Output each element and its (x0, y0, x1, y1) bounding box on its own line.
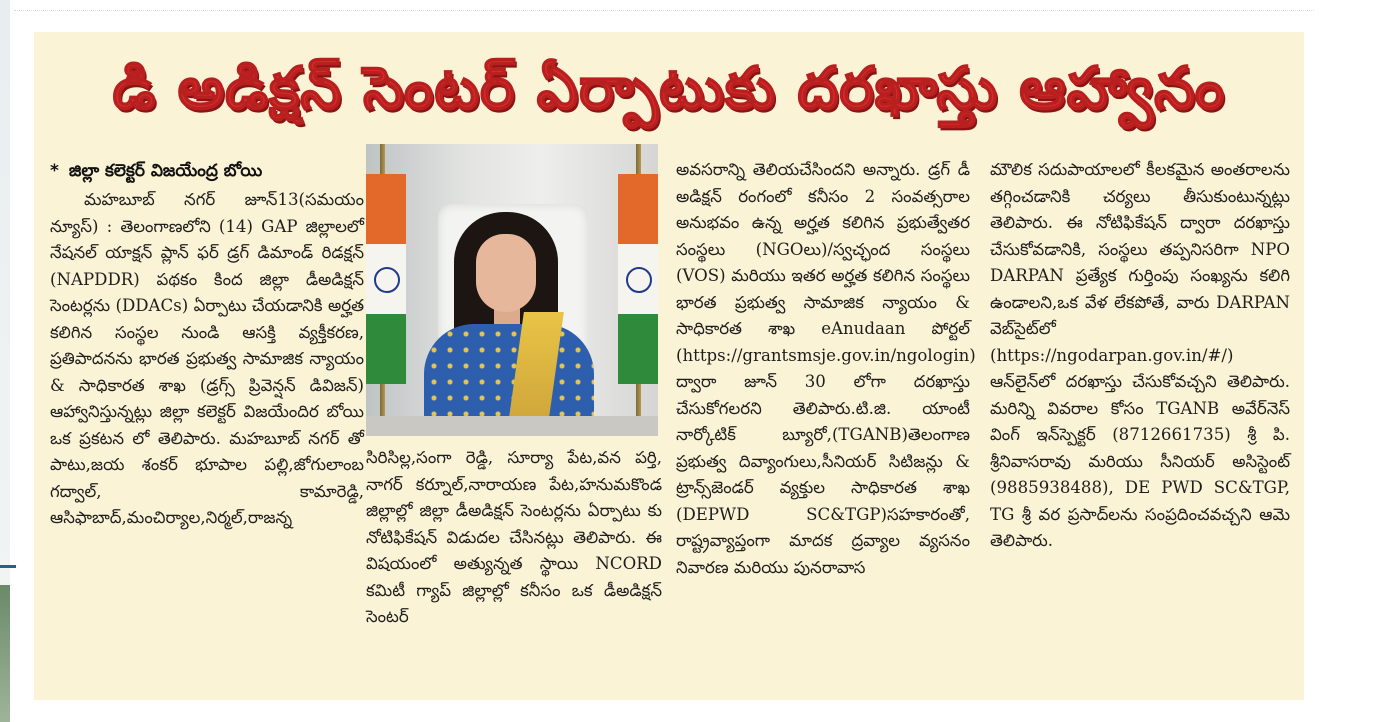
byline-star: * (50, 161, 59, 181)
person-face (476, 234, 536, 312)
headline: డి అడిక్షన్ సెంటర్ ఏర్పాటుకు దరఖాస్తు ఆహ్వానం (112, 54, 1226, 122)
byline-text: జిల్లా కలెక్టర్ విజయేంద్ర బోయి (68, 161, 263, 181)
column-3-text: అవసరాన్ని తెలియచేసిందని అన్నారు. డ్రగ్ డీ అడిక్షన్ రంగంలో కనీసం 2 సంవత్సరాల అనుభవం ఉన్న అర్హత కలిగిన ప్రభుత్వేతర సంస్థలు (NGOలు)/స్వచ్ఛంద సంస్థలు (VOS) మరియు ఇతర అర్హత కలిగిన సంస్థలు భారత ప్రభుత్వ సామాజిక న్యాయం & సాధికారత శాఖ eAnudaan పోర్టల్ (https://grantsmsje.gov.in/ngologin) ద్వారా జూన్ 30 లోగా దరఖాస్తు చేసుకోగలరని తెలిపారు.టి.జి. యాంటీ నార్కోటిక్ బ్యూరో,(TGANB)తెలంగాణ ప్రభుత్వ దివ్యాంగులు,సీనియర్ సిటిజన్లు & ట్రాన్స్‌జెండర్ వ్యక్తుల సాధికారత శాఖ (DEPWD SC&TGP)సహకారంతో, రాష్ట్రవ్యాప్తంగా మాదక ద్రవ్యాల వ్యసనం నివారణ మరియు పునరావాస (676, 160, 976, 577)
collector-photo (366, 144, 658, 436)
article-column-4 (990, 157, 1290, 555)
edge-photo-fragment (0, 585, 10, 722)
edge-rule (0, 565, 16, 568)
column-2-text: సిరిసిల్ల,సంగా రెడ్డి, సూర్యా పేట,వన పర్తి, నాగర్ కర్నూల్,నారాయణ పేట,హనుమకొండ జిల్లాల్లో జిల్లా డీఅడిక్షన్ సెంటర్లను ఏర్పాటు కు నోటిఫికేషన్ విడుదల చేసినట్లు తెలిపారు. ఈ విషయంలో అత్యున్నత స్థాయి NCORD కమిటీ గ్యాప్ జిల్లాల్లో కనీసం ఒక డీఅడిక్షన్ సెంటర్ (366, 448, 662, 626)
previous-article-strip (14, 0, 1314, 11)
neighbouring-article-edge (0, 0, 10, 722)
indian-flag-left (366, 174, 406, 384)
article-column-2 (366, 445, 662, 631)
byline (50, 157, 364, 185)
article-column-3 (676, 157, 976, 581)
column-4-text: మౌలిక సదుపాయాలలో కీలకమైన అంతరాలను తగ్గించడానికి చర్యలు తీసుకుంటున్నట్లు తెలిపారు. ఈ నోటిఫికేషన్ ద్వారా దరఖాస్తు చేసుకోవడానికి, సంస్థలు తప్పనిసరిగా NPO DARPAN ప్రత్యేక గుర్తింపు సంఖ్యను కలిగి ఉండాలని,ఒక వేళ లేకపోతే, వారు DARPAN వెబ్‌సైట్‌లో (https://ngodarpan.gov.in/#/) ఆన్‌లైన్‌లో దరఖాస్తు చేసుకోవచ్చని తెలిపారు. మరిన్ని వివరాల కోసం TGANB అవేర్‌నెస్ వింగ్ ఇన్‌స్పెక్టర్ (8712661735) శ్రీ పి. శ్రీనివాసరావు మరియు సీనియర్ అసిస్టెంట్ (9885938488), DE PWD SC&TGP, TG శ్రీ వర ప్రసాద్‌లను సంప్రదించవచ్చని ఆమె తెలిపారు. (990, 160, 1290, 550)
person-dress (424, 324, 594, 424)
news-article (34, 32, 1304, 700)
indian-flag-right (618, 174, 658, 384)
article-column-1 (50, 157, 364, 532)
desk (366, 416, 658, 436)
column-1-text: మహబూబ్ నగర్ జూన్13(సమయం న్యూస్) : తెలంగాణలోని (14) GAP జిల్లాలలో నేషనల్ యాక్షన్ ప్లాన్ ఫర్ డ్రగ్ డిమాండ్ రిడక్షన్ (NAPDDR) పథకం కింద జిల్లా డీఅడిక్షన్ సెంటర్లను (DDACs) ఏర్పాటు చేయడానికి అర్హత కలిగిన సంస్థల నుండి ఆసక్తి వ్యక్తీకరణ, ప్రతిపాదనను భారత ప్రభుత్వ సామాజిక న్యాయం & సాధికారత శాఖ (డ్రగ్స్ ప్రివెన్షన్ డివిజన్) ఆహ్వానిస్తున్నట్లు జిల్లా కలెక్టర్ విజయేందిర బోయి ఒక ప్రకటన లో తెలిపారు. మహబూబ్ నగర్ తో పాటు,జయ శంకర్ భూపాల పల్లి,జోగులాంబ గద్వాల్, కామారెడ్డి, ఆసిఫాబాద్,మంచిర్యాల,నిర్మల్,రాజన్న (50, 190, 364, 527)
